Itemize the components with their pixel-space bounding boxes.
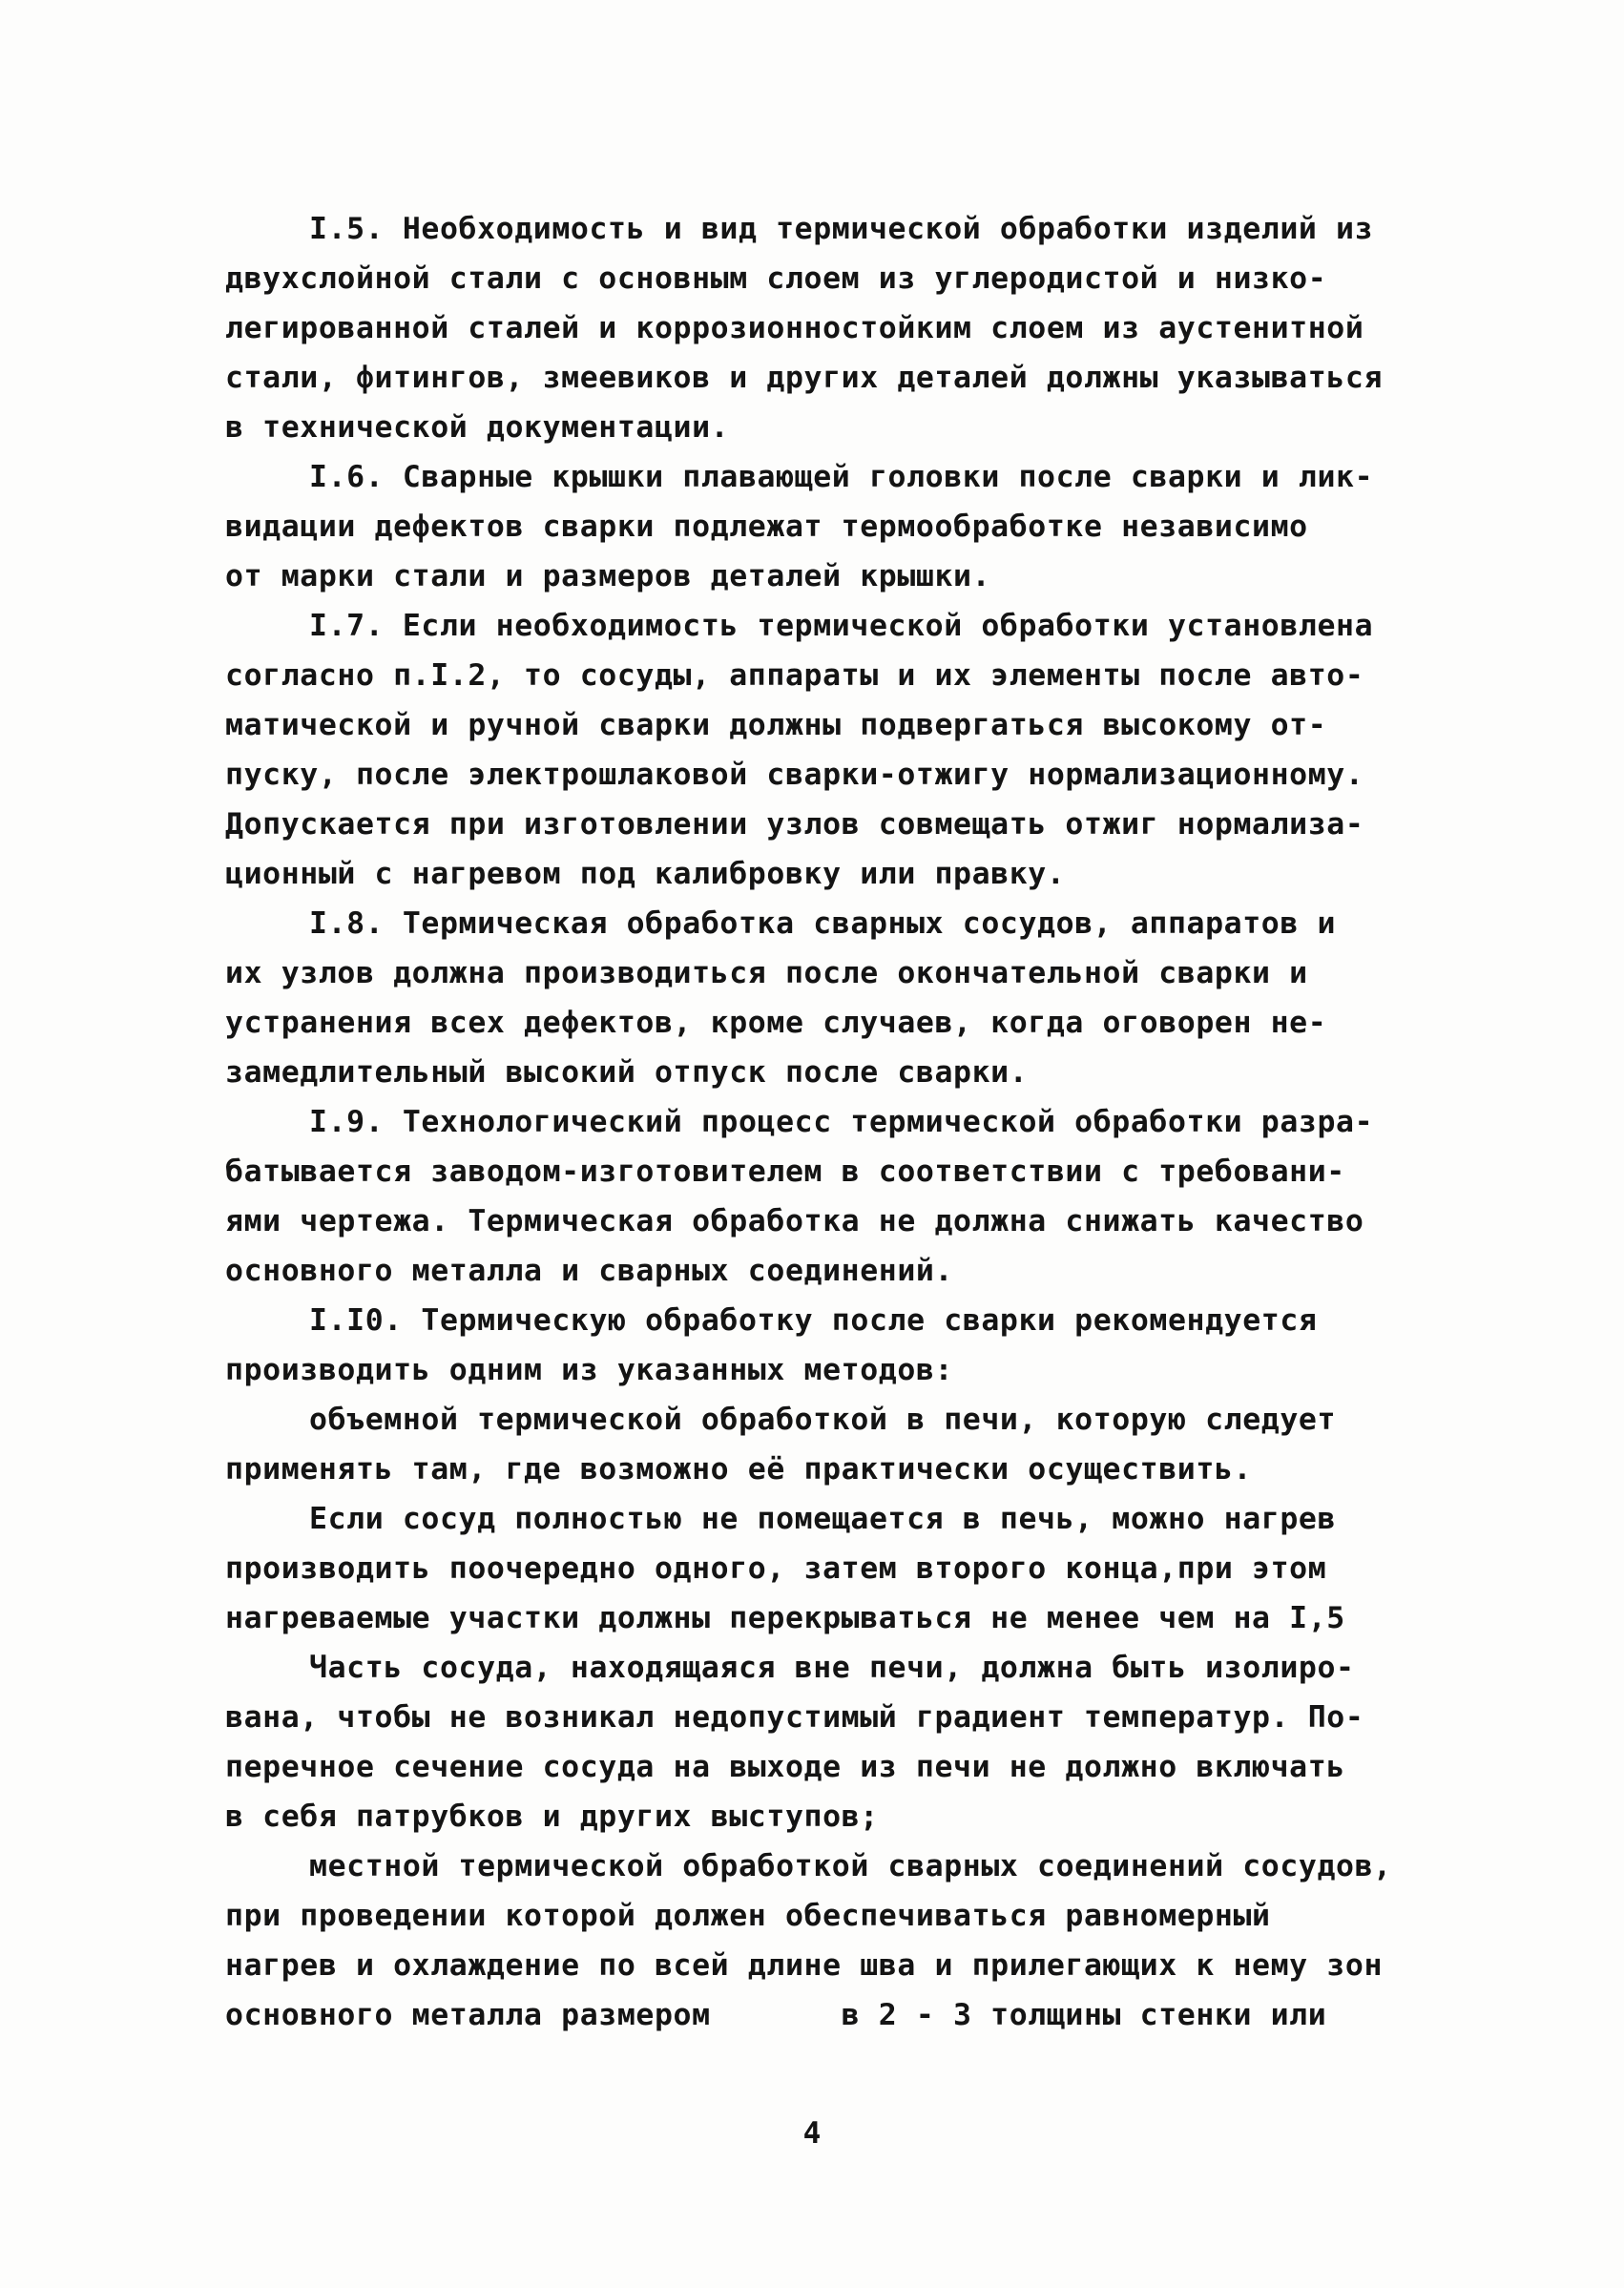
text-line: их узлов должна производиться после окончательной сварки и — [225, 956, 1308, 990]
text-line: Допускается при изготовлении узлов совмещать отжиг нормализа- — [225, 807, 1364, 842]
text-line: I.I0. Термическую обработку после сварки рекомендуется — [309, 1303, 1318, 1338]
text-line: нагреваемые участки должны перекрываться не менее чем на I,5 — [225, 1601, 1345, 1635]
text-line: в себя патрубков и других выступов; — [225, 1799, 879, 1834]
text-line: перечное сечение сосуда на выходе из печи не должно включать — [225, 1750, 1345, 1784]
text-line: двухслойной стали с основным слоем из углеродистой и низко- — [225, 261, 1327, 296]
document-body — [225, 204, 1494, 2040]
text-line: производить одним из указанных методов: — [225, 1353, 954, 1387]
text-line: I.9. Технологический процесс термической обработки разра- — [309, 1105, 1374, 1139]
text-line: батывается заводом-изготовителем в соответствии с требовани- — [225, 1154, 1345, 1189]
text-line: видации дефектов сварки подлежат термообработке независимо — [225, 510, 1308, 544]
text-line: матической и ручной сварки должны подвергаться высокому от- — [225, 708, 1327, 742]
text-line: легированной сталей и коррозионностойким слоем из аустенитной — [225, 311, 1364, 345]
text-line: местной термической обработкой сварных соединений сосудов, — [309, 1849, 1392, 1883]
text-line: применять там, где возможно её практически осуществить. — [225, 1452, 1253, 1487]
text-line: I.8. Термическая обработка сварных сосудов, аппаратов и — [309, 906, 1337, 941]
text-line: в технической документации. — [225, 410, 730, 445]
text-line: основного металла размером в 2 - 3 толщины стенки или — [225, 1998, 1327, 2032]
text-line: Если сосуд полностью не помещается в печь, можно нагрев — [309, 1502, 1337, 1536]
text-line: вана, чтобы не возникал недопустимый градиент температур. По- — [225, 1700, 1364, 1735]
text-line: устранения всех дефектов, кроме случаев, когда оговорен не- — [225, 1006, 1327, 1040]
text-line: I.5. Необходимость и вид термической обработки изделий из — [309, 212, 1374, 246]
text-line: пуску, после электрошлаковой сварки-отжигу нормализационному. — [225, 758, 1364, 792]
text-line: стали, фитингов, змеевиков и других деталей должны указываться — [225, 361, 1384, 395]
text-line: при проведении которой должен обеспечиваться равномерный — [225, 1899, 1271, 1933]
text-line: производить поочередно одного, затем второго конца,при этом — [225, 1551, 1327, 1586]
text-line: I.6. Сварные крышки плавающей головки после сварки и лик- — [309, 460, 1374, 494]
text-line: I.7. Если необходимость термической обработки установлена — [309, 609, 1374, 643]
text-line: нагрев и охлаждение по всей длине шва и прилегающих к нему зон — [225, 1948, 1384, 1983]
text-line: замедлительный высокий отпуск после сварки. — [225, 1055, 1029, 1090]
page-number: 4 — [802, 2116, 822, 2151]
text-line: основного металла и сварных соединений. — [225, 1254, 954, 1288]
text-line: от марки стали и размеров деталей крышки. — [225, 559, 991, 593]
text-line: Часть сосуда, находящаяся вне печи, должна быть изолиро- — [309, 1651, 1355, 1685]
text-line: ционный с нагревом под калибровку или правку. — [225, 857, 1066, 891]
text-line: ями чертежа. Термическая обработка не должна снижать качество — [225, 1204, 1364, 1238]
text-line: объемной термической обработкой в печи, которую следует — [309, 1403, 1337, 1437]
text-line: согласно п.I.2, то сосуды, аппараты и их элементы после авто- — [225, 658, 1364, 693]
